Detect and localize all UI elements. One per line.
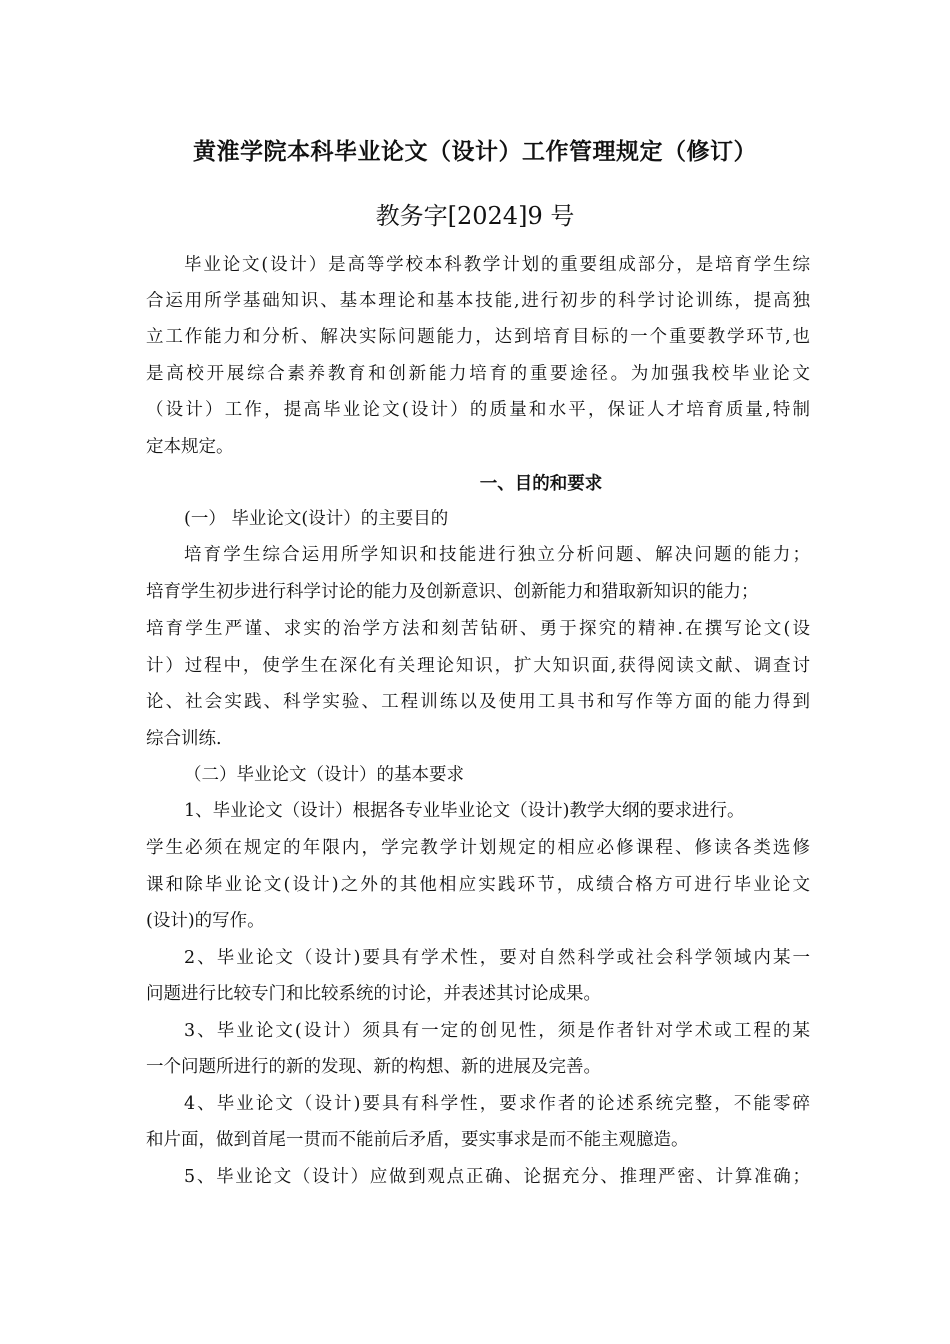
paragraph-line: 合运用所学基础知识、基本理论和基本技能,进行初步的科学讨论训练，提高独	[146, 291, 810, 311]
paragraph-line: 问题进行比较专门和比较系统的讨论，并表述其讨论成果。	[146, 984, 601, 1004]
section-heading: 一、目的和要求	[479, 474, 603, 494]
paragraph-line: 学生必须在规定的年限内，学完教学计划规定的相应必修课程、修读各类选修	[146, 838, 810, 858]
paragraph-line: 是高校开展综合素养教育和创新能力培育的重要途径。为加强我校毕业论文	[146, 364, 810, 384]
paragraph-line: 5、毕业论文（设计）应做到观点正确、论据充分、推理严密、计算准确；	[184, 1167, 810, 1187]
paragraph-line: 培育学生初步进行科学讨论的能力及创新意识、创新能力和猎取新知识的能力；	[146, 582, 759, 602]
paragraph-line: 培育学生严谨、求实的治学方法和刻苦钻研、勇于探究的精神.在撰写论文(设	[146, 619, 810, 639]
paragraph-line: 立工作能力和分析、解决实际问题能力，达到培育目标的一个重要教学环节,也	[146, 327, 810, 347]
paragraph-line: (设计)的写作。	[146, 911, 265, 931]
paragraph-line: 毕业论文(设计）是高等学校本科教学计划的重要组成部分，是培育学生综	[184, 255, 810, 275]
paragraph-line: 培育学生综合运用所学知识和技能进行独立分析问题、解决问题的能力；	[184, 545, 810, 565]
paragraph-line: 1、毕业论文（设计）根据各专业毕业论文（设计)教学大纲的要求进行。	[184, 801, 745, 821]
paragraph-line: （设计）工作，提高毕业论文(设计）的质量和水平，保证人才培育质量,特制	[146, 400, 810, 420]
paragraph-line: 4、毕业论文（设计)要具有科学性，要求作者的论述系统完整，不能零碎	[184, 1094, 810, 1114]
document-number: 教务字[2024]9 号	[375, 202, 575, 230]
paragraph-line: 定本规定。	[146, 437, 234, 457]
paragraph-line: 课和除毕业论文(设计)之外的其他相应实践环节，成绩合格方可进行毕业论文	[146, 875, 810, 895]
paragraph-line: 一个问题所进行的新的发现、新的构想、新的进展及完善。	[146, 1057, 601, 1077]
paragraph-line: 综合训练.	[146, 729, 222, 749]
document-title: 黄淮学院本科毕业论文（设计）工作管理规定（修订）	[193, 138, 757, 165]
paragraph-line: 论、社会实践、科学实验、工程训练以及使用工具书和写作等方面的能力得到	[146, 692, 810, 712]
subsection-heading: (一） 毕业论文(设计）的主要目的	[184, 509, 449, 529]
paragraph-line: 和片面，做到首尾一贯而不能前后矛盾，要实事求是而不能主观臆造。	[146, 1130, 689, 1150]
subsection-heading: （二）毕业论文（设计）的基本要求	[184, 765, 464, 785]
paragraph-line: 计）过程中，使学生在深化有关理论知识，扩大知识面,获得阅读文献、调查讨	[146, 656, 810, 676]
paragraph-line: 2、毕业论文（设计)要具有学术性，要对自然科学或社会科学领域内某一	[184, 948, 810, 968]
paragraph-line: 3、毕业论文(设计）须具有一定的创见性，须是作者针对学术或工程的某	[184, 1021, 810, 1041]
